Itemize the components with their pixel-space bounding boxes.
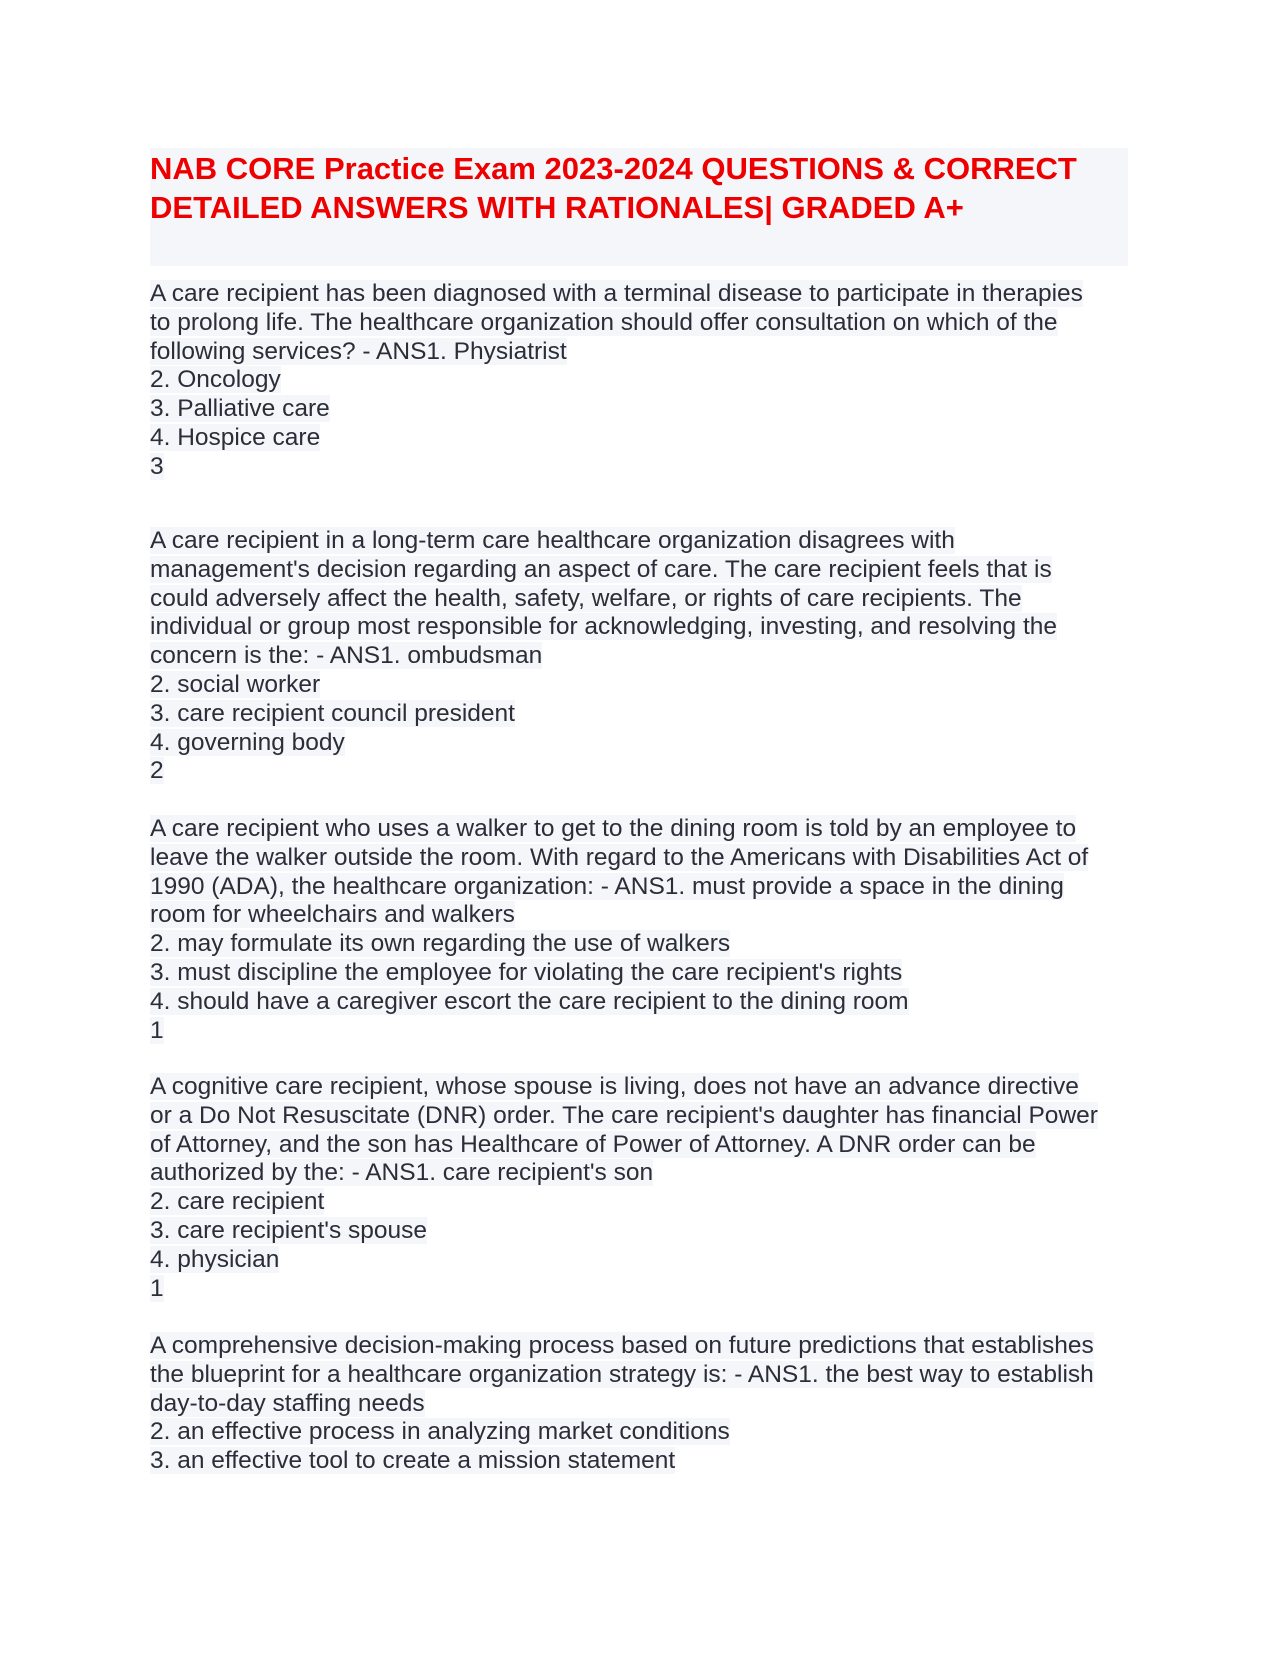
question-line: or a Do Not Resuscitate (DNR) order. The care recipient's daughter has financial Power: [150, 1101, 1098, 1129]
question-line: A cognitive care recipient, whose spouse is living, does not have an advance directive: [150, 1073, 1079, 1100]
answer-option: 3. Palliative care: [150, 395, 330, 423]
question-line: concern is the: - ANS1. ombudsman: [150, 642, 543, 670]
question-block-2: [150, 527, 1130, 786]
correct-answer: 2: [150, 757, 164, 785]
question-line: following services? - ANS1. Physiatrist: [150, 337, 567, 365]
answer-option: 3. care recipient's spouse: [150, 1216, 428, 1244]
answer-option: 3. an effective tool to create a mission statement: [150, 1447, 676, 1475]
answer-option: 3. must discipline the employee for violating the care recipient's rights: [150, 958, 903, 986]
correct-answer: 1: [150, 1016, 164, 1044]
question-block-3: [150, 815, 1130, 1045]
answer-option: 2. an effective process in analyzing market conditions: [150, 1418, 730, 1446]
answer-option: 2. Oncology: [150, 366, 281, 394]
question-line: A care recipient in a long-term care healthcare organization disagrees with: [150, 527, 955, 554]
question-line: room for wheelchairs and walkers: [150, 901, 515, 929]
answer-option: 2. social worker: [150, 670, 321, 698]
correct-answer: 1: [150, 1274, 164, 1302]
question-line: 1990 (ADA), the healthcare organization: - ANS1. must provide a space in the dining: [150, 872, 1064, 900]
answer-option: 2. may formulate its own regarding the use of walkers: [150, 930, 731, 958]
question-line: the blueprint for a healthcare organization strategy is: - ANS1. the best way to establish: [150, 1360, 1094, 1388]
answer-option: 4. governing body: [150, 728, 345, 756]
question-line: individual or group most responsible for acknowledging, investing, and resolving the: [150, 613, 1058, 641]
question-line: A care recipient who uses a walker to get to the dining room is told by an employee to: [150, 815, 1077, 842]
question-line: day-to-day staffing needs: [150, 1389, 425, 1417]
question-line: of Attorney, and the son has Healthcare of Power of Attorney. A DNR order can be: [150, 1130, 1036, 1158]
question-line: authorized by the: - ANS1. care recipient's son: [150, 1159, 654, 1187]
answer-option: 4. should have a caregiver escort the care recipient to the dining room: [150, 987, 909, 1015]
question-line: could adversely affect the health, safety, welfare, or rights of care recipients. The: [150, 584, 1022, 612]
question-block-1: [150, 280, 1130, 482]
question-line: leave the walker outside the room. With regard to the Americans with Disabilities Act of: [150, 843, 1089, 871]
question-line: management's decision regarding an aspect of care. The care recipient feels that is: [150, 555, 1052, 583]
answer-option: 2. care recipient: [150, 1188, 325, 1216]
question-block-4: [150, 1073, 1130, 1303]
document-title: NAB CORE Practice Exam 2023-2024 QUESTIONS & CORRECT DETAILED ANSWERS WITH RATIONALES| GRADED A+: [150, 151, 1077, 225]
question-line: A comprehensive decision-making process based on future predictions that establishes: [150, 1332, 1094, 1359]
correct-answer: 3: [150, 452, 164, 480]
question-line: A care recipient has been diagnosed with a terminal disease to participate in therapies: [150, 280, 1083, 307]
answer-option: 4. Hospice care: [150, 423, 321, 451]
answer-option: 3. care recipient council president: [150, 699, 515, 727]
answer-option: 4. physician: [150, 1245, 280, 1273]
question-line: to prolong life. The healthcare organization should offer consultation on which of the: [150, 308, 1058, 336]
question-block-5: [150, 1332, 1130, 1476]
